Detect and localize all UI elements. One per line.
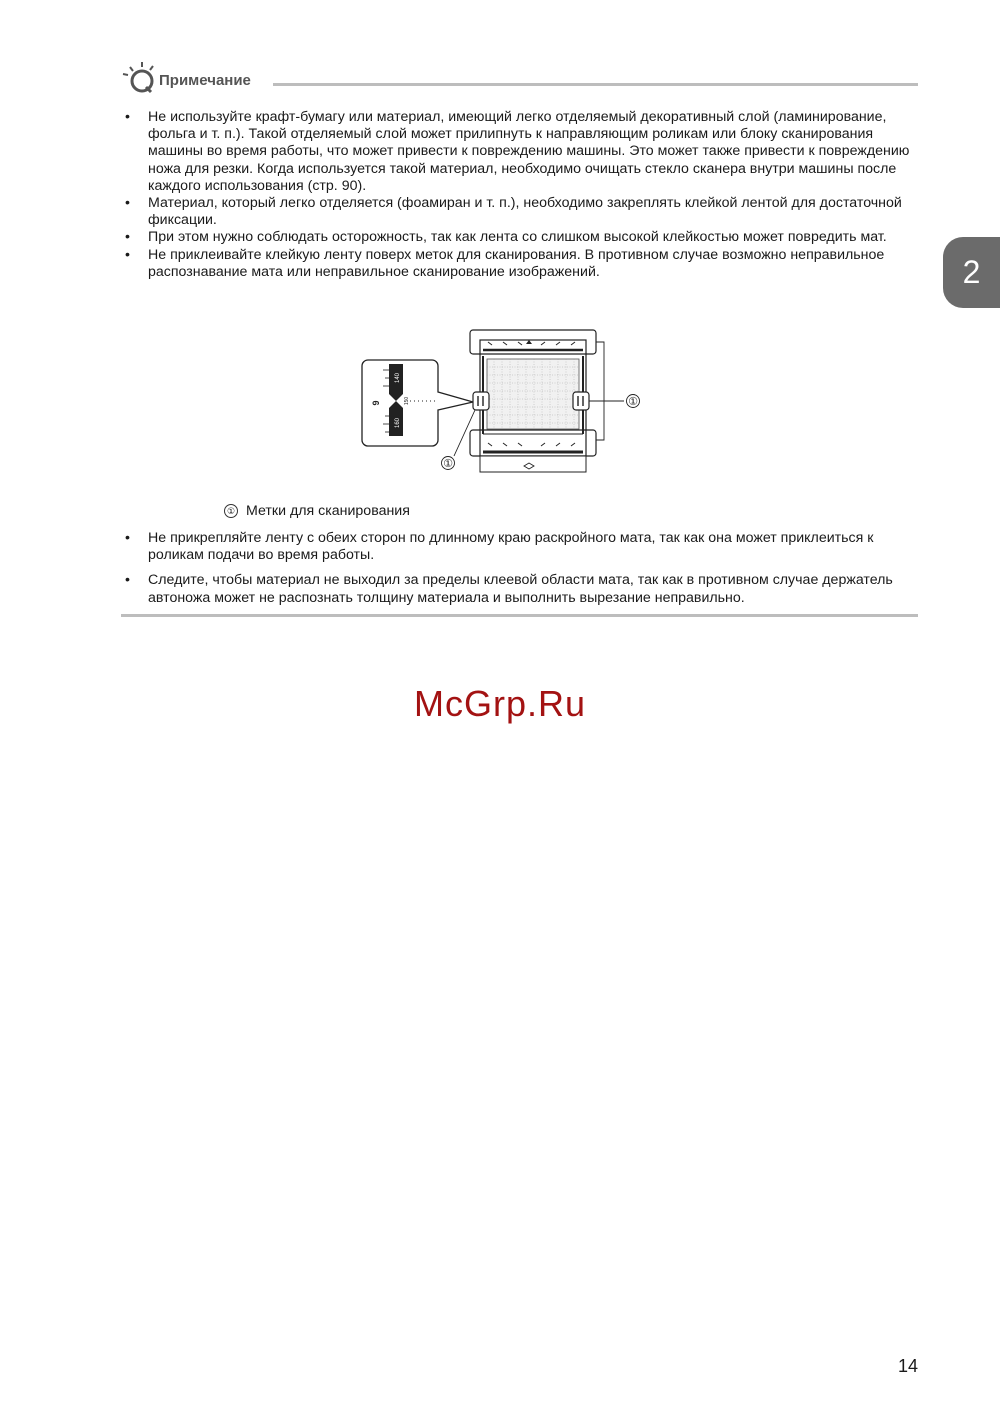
page-number: 14: [897, 1356, 918, 1376]
right-scan-mark: [573, 392, 589, 410]
caption-text: Метки для сканирования: [246, 503, 410, 519]
note-item: • Не прикрепляйте ленту с обеих сторон по длинному краю раскройного мата, так как она может приклеиться к роликам подачи во время работы.: [122, 530, 917, 564]
ruler-value-160: 160: [395, 417, 401, 429]
note-list-top: [122, 109, 917, 281]
note-item: • Не используйте крафт-бумагу или материал, имеющий легко отделяемый декоративный слой (ламинирование, фольга и т. п.). Такой отделяемый слой может прилипнуть к направляющим роликам или блоку сканирования машины во время работы, что может привести к повреждению машины. Это может также привести к повреждению ножа для резки. Когда используется такой материал, необходимо очищать стекло сканера внутри машины после каждого использования (стр. 90).: [122, 109, 917, 195]
ruler-value-140: 140: [395, 372, 401, 384]
note-item: • Следите, чтобы материал не выходил за пределы клеевой области мата, так как в противном случае держатель автоножа может не распознать толщину материала и выполнить вырезание неправильно.: [122, 572, 917, 606]
note-list-bottom: [122, 530, 917, 615]
note-title: Примечание: [159, 72, 251, 89]
callout-number-bottom: ①: [443, 457, 453, 470]
caption-number: ①: [224, 504, 238, 518]
note-item: • Не приклеивайте клейкую ленту поверх меток для сканирования. В противном случае возможно неправильное распознавание мата или неправильное сканирование изображений.: [122, 247, 917, 281]
mat-grid-area: [487, 359, 579, 429]
lightbulb-icon: [120, 60, 156, 96]
note-item: • При этом нужно соблюдать осторожность, так как лента со слишком высокой клейкостью может повредить мат.: [122, 229, 917, 246]
note-end-divider: [121, 614, 918, 617]
note-divider: [273, 83, 918, 86]
watermark: McGrp.Ru: [413, 683, 587, 724]
left-scan-mark: [473, 392, 489, 410]
callout-number-right: ①: [628, 395, 638, 408]
ruler-label: 9: [371, 400, 381, 406]
ruler-value-150: 150: [404, 396, 410, 406]
mat-base: [480, 456, 586, 472]
figure-caption: [224, 503, 410, 519]
chapter-tab: 2: [943, 237, 1000, 308]
note-item: • Материал, который легко отделяется (фоамиран и т. п.), необходимо закреплять клейкой лентой для достаточной фиксации.: [122, 195, 917, 229]
note-header: [120, 60, 918, 100]
mat-scan-marks-figure: [352, 326, 652, 476]
